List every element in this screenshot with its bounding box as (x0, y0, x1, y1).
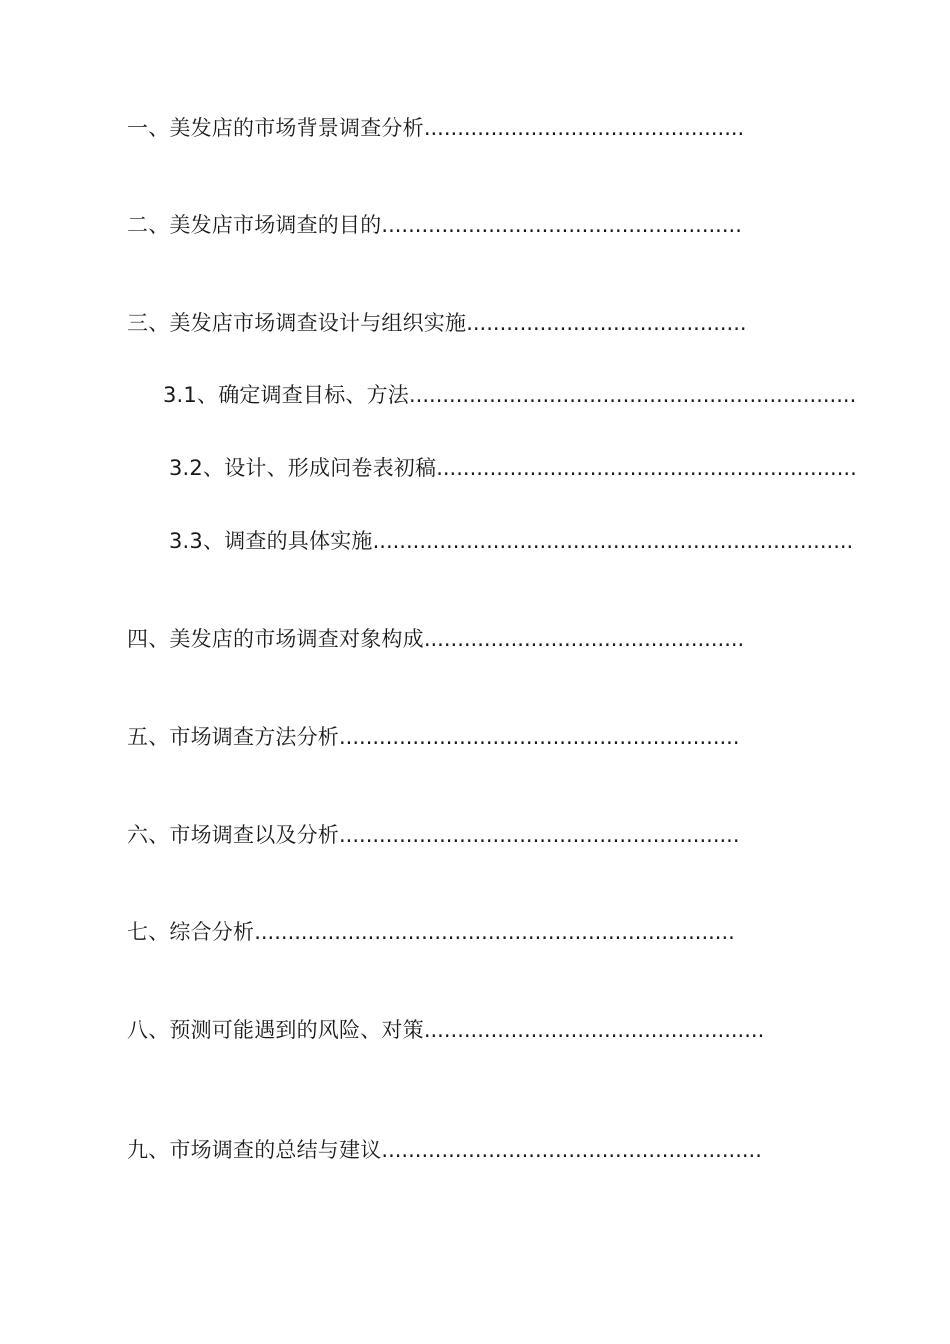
toc-entry-label: 3.2、设计、形成问卷表初稿 (169, 456, 437, 480)
toc-entry-label: 六、市场调查以及分析 (127, 823, 339, 847)
toc-entry-label: 一、美发店的市场背景调查分析 (127, 116, 424, 140)
toc-dot-leader: ............................................................... (436, 456, 857, 480)
toc-entry-2 (127, 211, 742, 239)
toc-dot-leader: ................................................... (423, 1018, 765, 1042)
toc-entry-label: 3.3、调查的具体实施 (169, 529, 373, 553)
toc-entry-label: 三、美发店市场调查设计与组织实施 (127, 311, 467, 335)
toc-dot-leader: ........................................................................ (254, 920, 735, 944)
toc-entry-9 (127, 1136, 762, 1164)
toc-subentry-3-3 (169, 527, 853, 555)
toc-subentry-3-1 (163, 381, 856, 409)
toc-dot-leader: ................................................................... (409, 383, 857, 407)
toc-entry-1 (127, 114, 744, 142)
toc-entry-label: 九、市场调查的总结与建议 (127, 1138, 382, 1162)
toc-entry-3 (127, 309, 747, 337)
toc-entry-8 (127, 1016, 764, 1044)
toc-entry-6 (127, 821, 740, 849)
toc-dot-leader: ...................................................... (381, 213, 742, 237)
toc-dot-leader: ............................................................ (339, 725, 740, 749)
toc-dot-leader: .......................................... (466, 311, 747, 335)
toc-dot-leader: ................................................ (423, 116, 745, 140)
toc-entry-label: 八、预测可能遇到的风险、对策 (127, 1018, 424, 1042)
toc-subentry-3-2 (169, 454, 857, 482)
toc-entry-label: 二、美发店市场调查的目的 (127, 213, 382, 237)
toc-dot-leader: ................................................ (423, 627, 745, 651)
toc-dot-leader: ............................................................ (339, 823, 740, 847)
toc-dot-leader: ........................................................................ (372, 529, 854, 553)
toc-entry-label: 四、美发店的市场调查对象构成 (127, 627, 424, 651)
toc-entry-5 (127, 723, 740, 751)
toc-entry-label: 3.1、确定调查目标、方法 (163, 383, 409, 407)
toc-entry-7 (127, 918, 735, 946)
toc-entry-label: 五、市场调查方法分析 (127, 725, 339, 749)
toc-dot-leader: ......................................................... (381, 1138, 762, 1162)
toc-entry-4 (127, 625, 744, 653)
toc-entry-label: 七、综合分析 (127, 920, 255, 944)
